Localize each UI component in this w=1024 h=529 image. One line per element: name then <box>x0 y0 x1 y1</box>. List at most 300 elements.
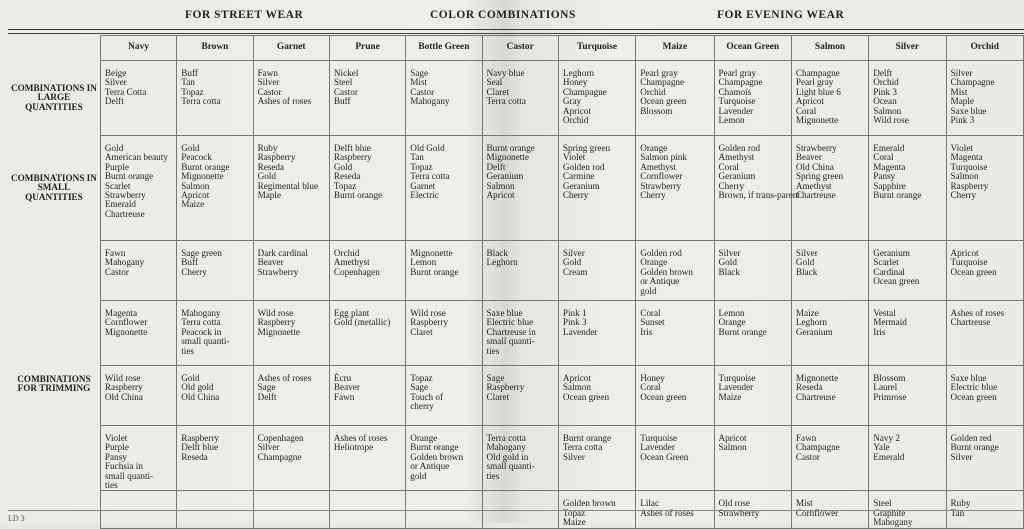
color-name: Coral <box>795 105 817 116</box>
table-cell <box>406 301 482 366</box>
color-name: Coral <box>640 308 661 318</box>
color-name: Topaz <box>181 86 204 97</box>
column-header: Garnet <box>253 36 329 61</box>
color-name: Burnt orange <box>486 143 535 153</box>
color-name: cherry <box>410 401 434 412</box>
color-name: Chartreuse <box>104 208 145 219</box>
color-name: gold <box>410 470 427 481</box>
color-name: Strawberry <box>104 190 146 201</box>
color-name: Orchid <box>873 77 899 88</box>
color-name: Gold <box>718 257 737 268</box>
table-row <box>8 366 1024 426</box>
table-cell <box>869 301 946 366</box>
table-cell <box>791 241 868 301</box>
table-cell <box>100 61 176 136</box>
color-name: Old gold in <box>486 451 529 462</box>
color-name: Wild rose <box>257 308 294 318</box>
color-name: Strawberry <box>640 180 682 191</box>
table-cell <box>177 241 253 301</box>
color-name: Topaz <box>562 507 586 518</box>
bottom-rule <box>8 510 1024 511</box>
color-name: Apricot <box>181 190 210 201</box>
color-name: Old China <box>181 391 220 402</box>
color-name: Castor <box>104 266 129 277</box>
table-cell <box>714 61 791 136</box>
color-name: Terra cotta <box>486 96 526 107</box>
color-name: Heliotrope <box>333 442 374 453</box>
color-name: Peacock in <box>181 326 222 337</box>
table-cell <box>791 366 868 426</box>
table-cell <box>869 241 946 301</box>
color-name: Wild rose <box>104 373 141 383</box>
header-color-combinations: COLOR COMBINATIONS <box>430 9 576 21</box>
table-cell <box>791 426 868 491</box>
color-name: Chamois <box>718 86 752 97</box>
color-name: Apricot <box>486 190 515 201</box>
table-cell <box>406 241 482 301</box>
color-name: Sage <box>410 382 429 393</box>
color-name: Orange <box>410 433 438 443</box>
color-name: Silver <box>104 77 127 88</box>
table-row <box>8 426 1024 491</box>
table-cell <box>636 136 714 241</box>
color-name: Navy 2 <box>873 433 900 443</box>
color-name: Burnt orange <box>562 433 612 443</box>
color-name: Gold <box>104 143 124 153</box>
color-name: Cornflower <box>104 317 148 328</box>
color-name: Gold <box>181 373 200 383</box>
table-cell <box>100 241 176 301</box>
color-name: Primrose <box>873 391 907 402</box>
table-cell <box>177 136 253 241</box>
color-name: Geranium <box>562 180 600 191</box>
color-name: Beaver <box>333 382 360 393</box>
color-name: Castor <box>795 451 820 462</box>
color-name: Apricot <box>562 105 591 116</box>
color-name: Gold <box>562 257 582 268</box>
color-name: Cherry <box>640 190 666 201</box>
color-name: Orange <box>640 143 668 153</box>
color-name: Chartreuse <box>795 391 836 402</box>
color-name: Fawn <box>333 391 355 402</box>
table-cell <box>482 136 558 241</box>
color-name: Silver <box>562 451 585 462</box>
color-name: Honey <box>640 373 665 383</box>
color-name: Cardinal <box>873 266 905 277</box>
color-name: Sage green <box>181 248 222 258</box>
color-name: American beauty <box>104 152 168 163</box>
color-name: Silver <box>950 451 973 462</box>
table-cell <box>714 366 791 426</box>
table-cell <box>329 136 405 241</box>
color-name: Fuchsia in <box>104 461 143 472</box>
color-combinations-table <box>8 35 1024 529</box>
table-cell <box>406 366 482 426</box>
color-name: Ashes of roses <box>640 507 694 518</box>
color-name: Chartreuse <box>795 190 836 201</box>
color-name: Gray <box>562 96 582 107</box>
color-name: Ocean green <box>562 391 610 402</box>
color-name: Amethyst <box>333 257 370 268</box>
color-name: Ruby <box>257 143 278 153</box>
color-name: Strawberry <box>718 507 760 518</box>
color-name: Claret <box>486 86 509 97</box>
color-name: Emerald <box>873 451 905 462</box>
column-header: Brown <box>177 36 253 61</box>
table-cell <box>329 301 405 366</box>
color-name: Burnt orange <box>410 442 459 453</box>
color-name: Spring green <box>795 171 844 182</box>
table-cell <box>177 61 253 136</box>
color-name: Maize <box>562 517 586 528</box>
color-name: Pansy <box>104 451 127 462</box>
color-name: Delft <box>873 68 893 78</box>
color-name: Apricot <box>562 373 591 383</box>
color-name: Coral <box>873 152 894 163</box>
color-name: Violet <box>104 433 128 443</box>
color-name: Wild rose <box>873 115 909 126</box>
table-cell <box>714 301 791 366</box>
table-cell <box>482 241 558 301</box>
column-header-row <box>8 36 1024 61</box>
color-name: Buff <box>333 96 351 107</box>
color-name: Iris <box>873 326 886 337</box>
table-cell <box>329 61 405 136</box>
table-cell <box>636 301 714 366</box>
table-cell <box>714 241 791 301</box>
color-name: Laurel <box>873 382 898 393</box>
table-cell <box>406 136 482 241</box>
table-cell <box>946 301 1023 366</box>
color-name: Electric blue <box>486 317 534 328</box>
color-name: Iris <box>640 326 653 337</box>
table-row <box>8 241 1024 301</box>
color-name: Ocean green <box>640 391 687 402</box>
color-name: Tan <box>181 77 195 88</box>
color-name: Reseda <box>257 161 285 172</box>
color-name: Leghorn <box>486 257 518 268</box>
color-name: Champagne <box>795 442 840 453</box>
color-name: Geranium <box>873 248 910 258</box>
color-name: Buff <box>181 257 198 268</box>
table-cell <box>482 426 558 491</box>
color-name: Cherry <box>181 266 207 277</box>
color-name: Turquoise <box>640 433 678 443</box>
column-header: Castor <box>482 36 558 61</box>
table-cell <box>100 301 176 366</box>
color-name: Geranium <box>486 171 524 182</box>
color-name: Chartreuse <box>950 317 991 328</box>
color-name: Pink 3 <box>950 115 975 126</box>
color-name: Copenhagen <box>333 266 380 277</box>
color-name: Cherry <box>562 190 589 201</box>
table-cell <box>253 136 329 241</box>
table-cell <box>636 366 714 426</box>
table-cell <box>714 426 791 491</box>
color-name: Raspberry <box>257 317 296 328</box>
color-name: Vestal <box>873 308 896 318</box>
table-cell <box>869 426 946 491</box>
color-name: Ashes of roses <box>333 433 388 443</box>
color-name: Orange <box>640 257 668 268</box>
color-name: Ocean green <box>873 276 920 287</box>
color-name: Mermaid <box>873 317 907 328</box>
header-rule-thin <box>8 33 1024 34</box>
color-name: Burnt orange <box>181 161 230 172</box>
color-name: gold <box>640 285 657 296</box>
color-name: Fawn <box>257 68 278 78</box>
corner-cell <box>8 36 100 61</box>
color-name: Apricot <box>718 433 747 443</box>
color-name: Golden rod <box>640 248 682 258</box>
color-name: Amethyst <box>640 161 676 172</box>
color-name: Orange <box>718 317 746 328</box>
color-name: Apricot <box>795 96 824 107</box>
color-name: Old China <box>104 391 143 402</box>
column-header: Navy <box>100 36 176 61</box>
table-row <box>8 301 1024 366</box>
color-name: Champagne <box>640 77 685 88</box>
table-cell <box>714 136 800 241</box>
table-cell <box>558 241 635 301</box>
color-name: Cherry <box>718 180 745 191</box>
color-name: Saxe blue <box>950 105 987 116</box>
color-name: Topaz <box>410 161 433 172</box>
color-name: Raspberry <box>333 152 372 163</box>
color-name: Touch of <box>410 391 443 402</box>
table-cell <box>329 366 405 426</box>
color-name: Brown, if trans-parent <box>718 190 800 201</box>
color-name: Tan <box>950 507 965 518</box>
color-name: Carmine <box>562 171 595 182</box>
color-name: Salmon <box>562 382 591 393</box>
color-name: Terra cotta <box>486 433 526 443</box>
row-label-trimming: COMBINATIONS FOR TRIMMING <box>8 241 100 529</box>
color-name: Mahogany <box>486 442 526 453</box>
color-name: Garnet <box>410 180 436 191</box>
color-name: Graphite <box>873 507 906 518</box>
color-name: Raspberry <box>104 382 143 393</box>
color-name: Sunset <box>640 317 665 328</box>
color-name: Champagne <box>562 86 607 97</box>
color-name: Claret <box>486 391 509 402</box>
color-name: Raspberry <box>181 433 219 443</box>
color-name: Lilac <box>640 498 660 509</box>
table-cell <box>100 426 176 491</box>
color-name: Scarlet <box>873 257 899 268</box>
color-name: Gold <box>795 257 815 268</box>
color-name: Golden rod <box>562 161 605 172</box>
color-name: Turquoise <box>950 161 988 172</box>
table-cell <box>558 366 635 426</box>
column-header: Ocean Green <box>714 36 791 61</box>
color-name: Maize <box>181 199 205 210</box>
header-rule <box>8 29 1024 30</box>
color-name: Raspberry <box>486 382 525 393</box>
header-evening-wear: FOR EVENING WEAR <box>717 9 845 21</box>
table-cell <box>791 301 868 366</box>
color-name: Gold <box>257 171 276 182</box>
color-name: Ocean green <box>640 96 687 107</box>
color-name: Turquoise <box>950 257 988 268</box>
color-name: Old gold <box>181 382 214 393</box>
color-name: Topaz <box>333 180 357 191</box>
color-name: Ocean green <box>950 266 997 277</box>
color-name: Mahogany <box>410 96 450 107</box>
table-cell <box>558 61 635 136</box>
table-cell <box>482 61 558 136</box>
color-name: Delft <box>257 391 277 402</box>
page-footer: LD 3 <box>8 514 25 523</box>
color-name: Strawberry <box>257 266 299 277</box>
color-name: Beaver <box>795 152 822 163</box>
color-name: Pink 3 <box>873 86 897 97</box>
color-name: Raspberry <box>950 180 989 191</box>
color-name: Strawberry <box>795 143 837 153</box>
color-name: ties <box>486 345 500 356</box>
color-name: small quanti- <box>104 470 154 481</box>
color-name: Geranium <box>718 171 756 182</box>
table-cell <box>869 366 946 426</box>
color-name: Maple <box>257 190 282 201</box>
color-name: Egg plant <box>333 308 370 318</box>
column-header: Silver <box>869 36 946 61</box>
table-cell <box>791 61 868 136</box>
column-header: Bottle Green <box>406 36 482 61</box>
color-name: Magenta <box>873 161 906 172</box>
table-cell <box>406 61 482 136</box>
color-name: Maize <box>718 391 742 402</box>
color-name: Steel <box>873 498 892 509</box>
color-name: Wild rose <box>410 308 446 318</box>
color-name: Scarlet <box>104 180 131 191</box>
table-cell <box>636 241 714 301</box>
color-name: Copenhagen <box>257 433 304 443</box>
color-name: Mahogany <box>873 517 913 528</box>
column-header: Prune <box>329 36 405 61</box>
color-name: Lemon <box>718 308 745 318</box>
color-name: Old China <box>795 161 834 172</box>
color-name: Lavender <box>718 105 754 116</box>
color-name: Mignonette <box>104 326 148 337</box>
column-header: Turquoise <box>558 36 635 61</box>
color-name: Black <box>486 248 508 258</box>
color-name: Steel <box>333 77 353 88</box>
color-name: Salmon pink <box>640 152 687 163</box>
color-name: Mignonette <box>410 248 453 258</box>
color-name: Salmon <box>718 442 747 453</box>
color-name: Castor <box>410 86 435 97</box>
color-name: Chartreuse in <box>486 326 536 337</box>
color-name: Raspberry <box>410 317 448 328</box>
table-cell <box>100 136 176 241</box>
color-name: Tan <box>410 152 424 163</box>
color-name: Mist <box>950 86 968 97</box>
row-label-small: COMBINATIONS IN SMALL QUANTITIES <box>8 136 100 241</box>
color-name: Gold (metallic) <box>333 317 391 328</box>
color-name: Ashes of roses <box>257 96 312 107</box>
color-name: Fawn <box>795 433 817 443</box>
color-name: ties <box>486 470 500 481</box>
table-cell <box>253 241 329 301</box>
table-cell <box>946 61 1023 136</box>
color-name: Electric blue <box>950 382 998 393</box>
color-name: Turquoise <box>718 96 756 107</box>
color-name: Apricot <box>950 248 979 258</box>
color-name: Salmon <box>486 180 515 191</box>
color-name: Salmon <box>181 180 210 191</box>
color-name: Saxe blue <box>486 308 523 318</box>
color-name: Burnt orange <box>718 326 767 337</box>
color-name: Emerald <box>873 143 905 153</box>
color-name: Cherry <box>950 190 977 201</box>
color-name: Champagne <box>718 77 763 88</box>
row-label-large: COMBINATIONS IN LARGE QUANTITIES <box>8 61 100 136</box>
color-name: Mignonette <box>181 171 224 182</box>
color-name: Burnt orange <box>950 442 999 453</box>
table-cell <box>946 136 1023 241</box>
table-cell <box>177 301 253 366</box>
color-name: Maize <box>795 308 819 318</box>
color-name: Mahogany <box>181 308 221 318</box>
color-name: Delft blue <box>181 442 219 453</box>
table-cell <box>558 426 635 491</box>
color-name: Amethyst <box>795 180 832 191</box>
color-name: Ashes of roses <box>950 308 1005 318</box>
color-name: Lemon <box>718 115 745 126</box>
color-name: small quanti- <box>486 336 535 347</box>
table-cell <box>253 301 329 366</box>
color-name: Reseda <box>181 451 208 462</box>
color-name: Mist <box>795 498 813 509</box>
color-name: or Antique <box>640 276 680 287</box>
color-name: Mignonette <box>795 373 839 383</box>
color-name: Blossom <box>640 105 673 116</box>
color-name: Silver <box>257 77 280 88</box>
color-name: Buff <box>181 68 198 78</box>
color-name: Old Gold <box>410 143 445 153</box>
color-name: Terra cotta <box>181 317 221 328</box>
color-name: Regimental blue <box>257 180 319 191</box>
table-row <box>8 61 1024 136</box>
color-name: Magenta <box>950 152 983 163</box>
color-name: Purple <box>104 161 129 172</box>
color-name: Electric <box>410 190 439 201</box>
color-name: Lavender <box>718 382 754 393</box>
color-name: Pink 3 <box>562 317 587 328</box>
color-name: Peacock <box>181 152 212 163</box>
color-name: Beige <box>104 68 127 78</box>
table-body <box>8 61 1024 529</box>
table-cell <box>177 426 253 491</box>
color-name: Delft blue <box>333 143 371 153</box>
color-name: Burnt orange <box>104 171 154 182</box>
color-name: Ocean green <box>950 391 997 402</box>
column-header: Maize <box>636 36 714 61</box>
table-cell <box>253 366 329 426</box>
color-name: small quanti- <box>181 336 230 347</box>
color-name: Light blue 6 <box>795 86 841 97</box>
color-name: Yale <box>873 442 890 453</box>
table-cell <box>100 366 176 426</box>
color-name: Silver <box>950 68 973 78</box>
table-cell <box>869 136 946 241</box>
table-cell <box>329 241 405 301</box>
color-name: Coral <box>718 161 739 172</box>
color-name: Black <box>718 266 740 277</box>
color-name: Gold <box>181 143 200 153</box>
color-name: Pink 1 <box>562 308 587 318</box>
